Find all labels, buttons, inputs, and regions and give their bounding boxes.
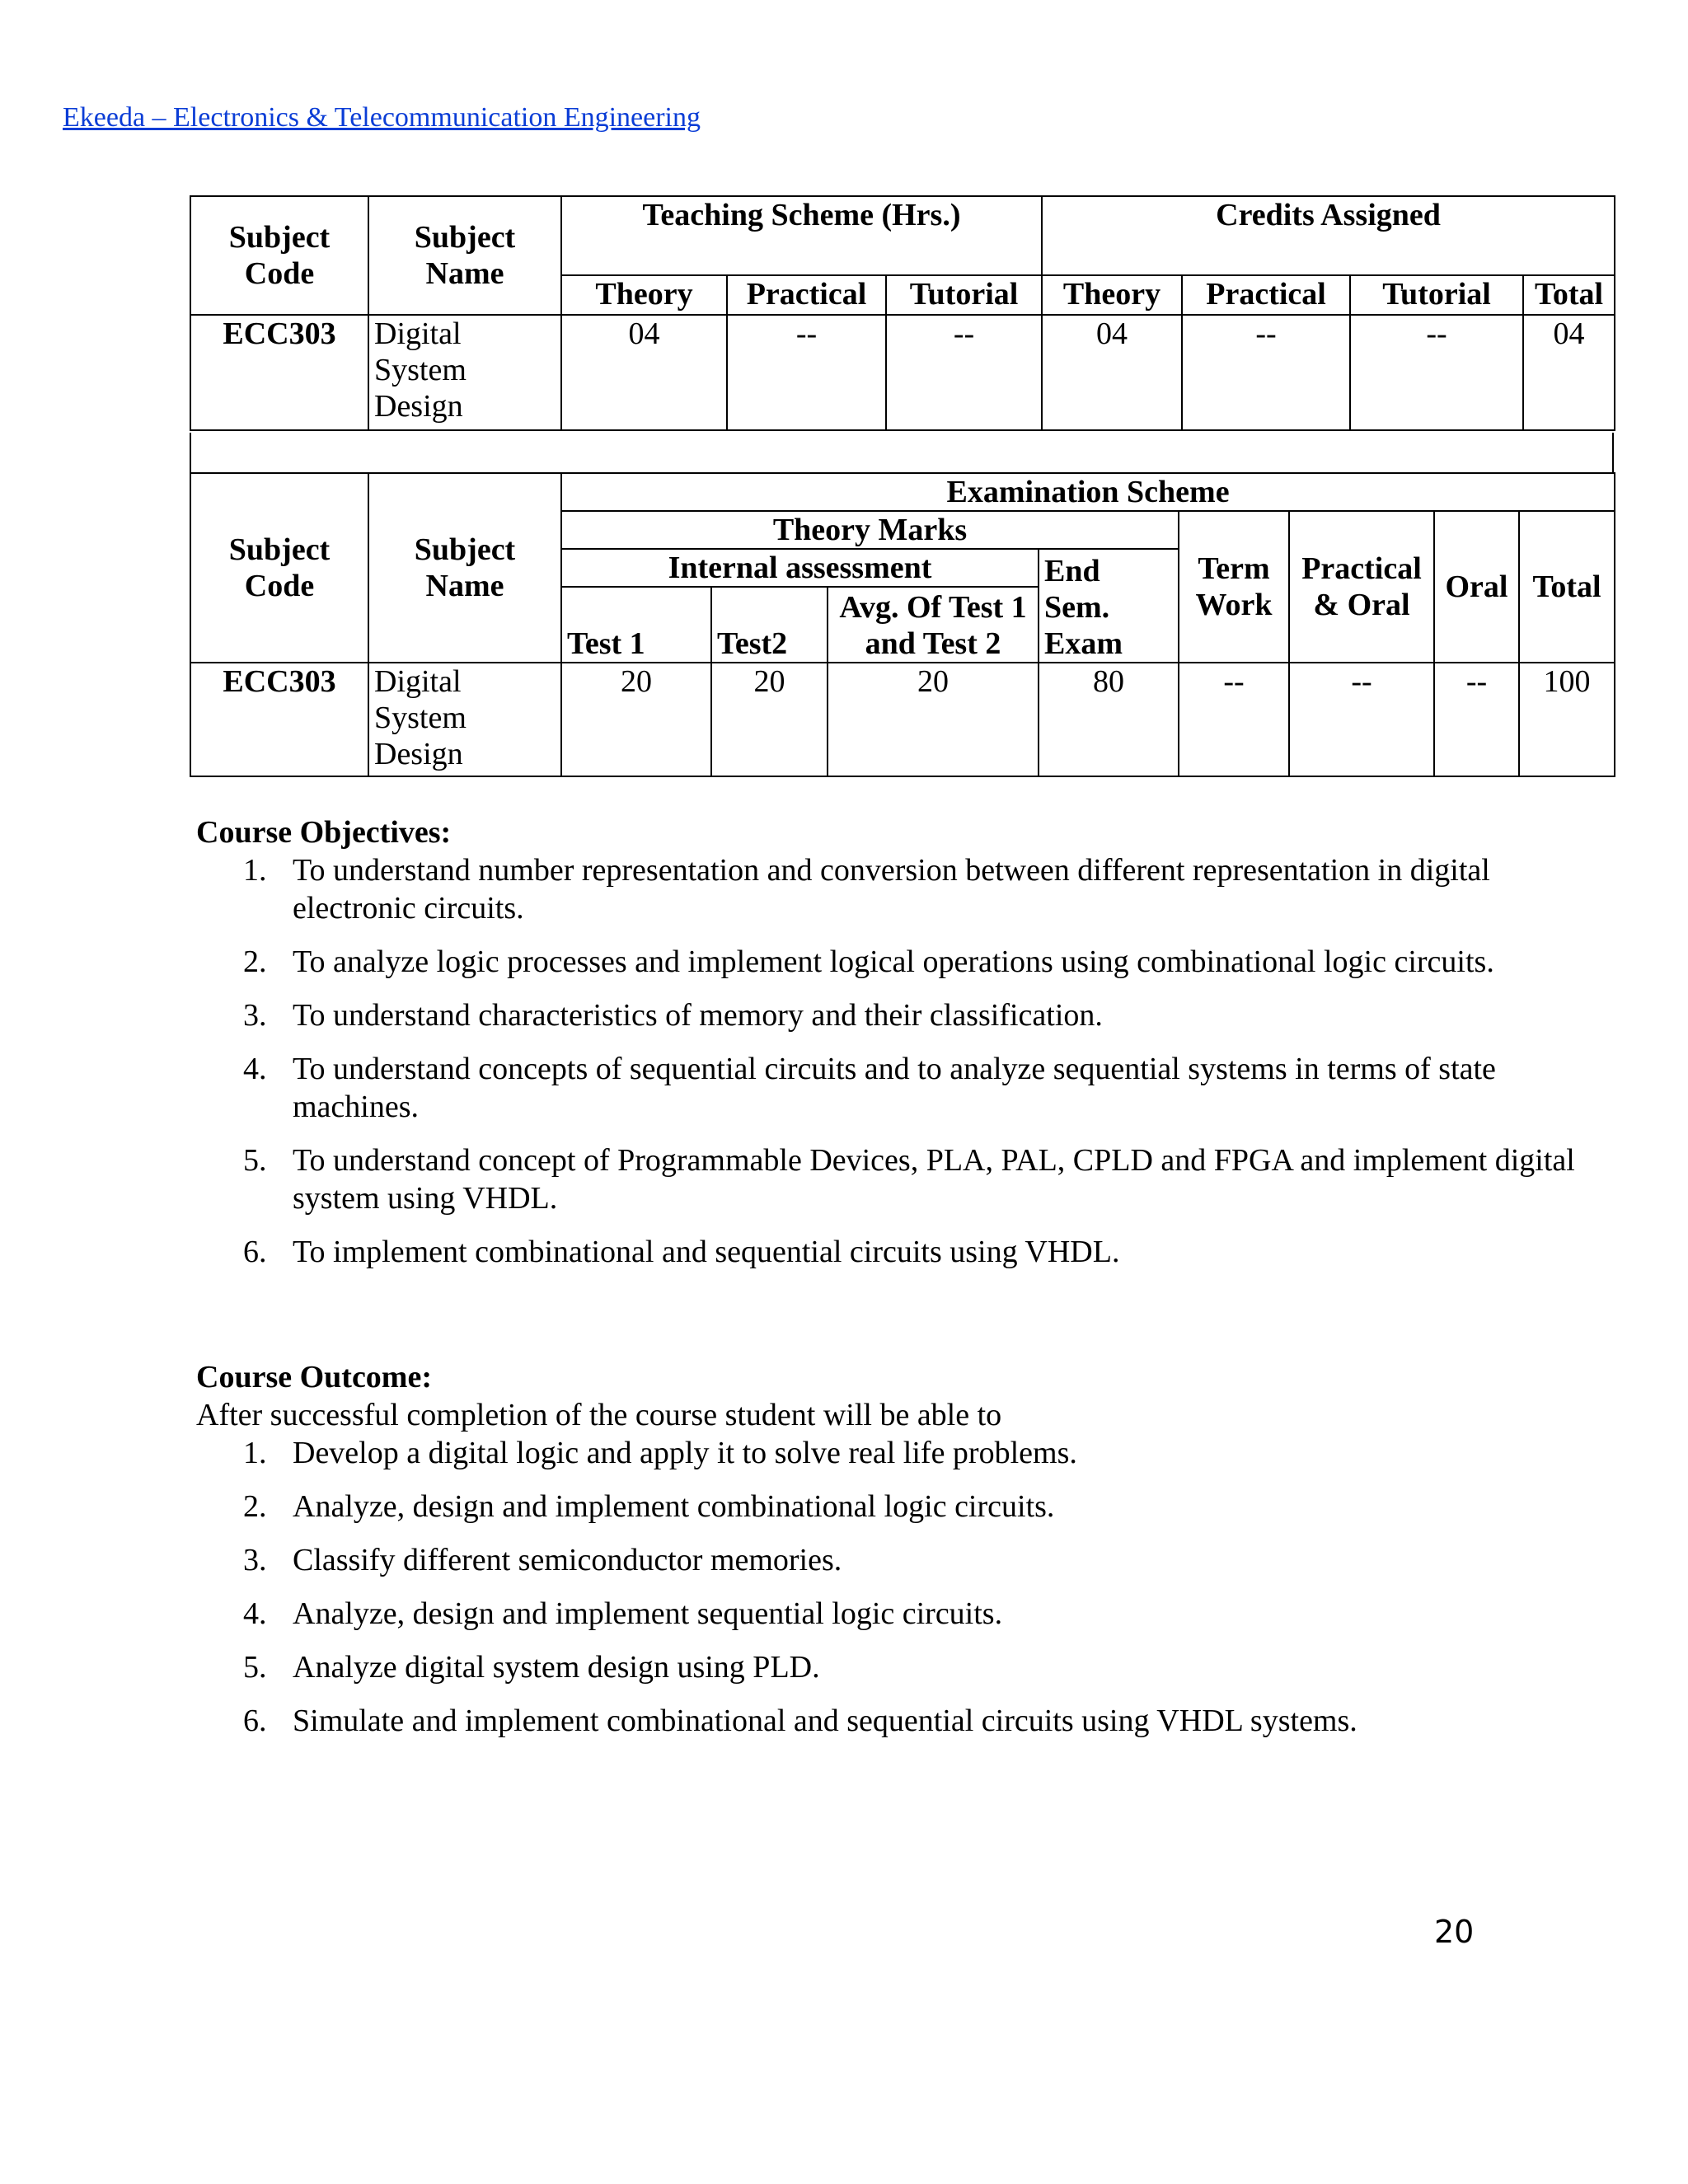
cell-practical: -- [727, 315, 886, 430]
header-link[interactable]: Ekeeda – Electronics & Telecommunication Engineering [63, 102, 701, 133]
list-item [196, 1488, 1597, 1526]
list-item [196, 1141, 1597, 1217]
list-item-text: To analyze logic processes and implement logical operations using combinational logic circuits. [293, 944, 1494, 979]
th-tutorial: Tutorial [886, 275, 1042, 315]
th-credit-practical: Practical [1182, 275, 1350, 315]
list-item-number: 4. [243, 1596, 267, 1631]
cell-subject-name: Digital System Design [368, 315, 561, 430]
list-item-text: Analyze, design and implement sequential logic circuits. [293, 1596, 1003, 1631]
th-exam-total: Total [1519, 511, 1615, 663]
th-practical-oral: Practical & Oral [1289, 511, 1434, 663]
course-outcome-section [196, 1358, 1597, 1755]
list-item-number: 1. [243, 853, 267, 888]
objectives-list [196, 851, 1597, 1271]
list-item-text: To understand number representation and conversion between different representation in digital electronic circuits. [293, 853, 1490, 926]
cell-exam-subject-code: ECC303 [190, 663, 368, 776]
list-item-text: Analyze, design and implement combinational logic circuits. [293, 1489, 1055, 1524]
objectives-heading: Course Objectives: [196, 815, 452, 850]
cell-oral: -- [1434, 663, 1519, 776]
list-item-number: 1. [243, 1436, 267, 1470]
list-item [196, 943, 1597, 981]
th-teaching-scheme: Teaching Scheme (Hrs.) [561, 196, 1042, 275]
list-item-text: Classify different semiconductor memories. [293, 1543, 842, 1577]
outcome-intro: After successful completion of the course student will be able to [196, 1398, 1002, 1432]
th-credit-theory: Theory [1042, 275, 1182, 315]
list-item-text: To implement combinational and sequential circuits using VHDL. [293, 1235, 1120, 1269]
list-item [196, 1434, 1597, 1472]
list-item-text: Develop a digital logic and apply it to solve real life problems. [293, 1436, 1077, 1470]
th-total: Total [1523, 275, 1615, 315]
cell-credit-tutorial: -- [1350, 315, 1523, 430]
th-internal-assessment: Internal assessment [561, 549, 1039, 587]
th-term-work: Term Work [1179, 511, 1289, 663]
cell-credit-theory: 04 [1042, 315, 1182, 430]
th-exam-subject-name: Subject Name [368, 473, 561, 663]
th-subject-code: Subject Code [190, 196, 368, 315]
examination-scheme-table [190, 472, 1615, 777]
th-theory-marks: Theory Marks [561, 511, 1179, 549]
th-test2: Test2 [711, 587, 828, 663]
list-item [196, 996, 1597, 1034]
list-item [196, 1595, 1597, 1633]
cell-avg: 20 [828, 663, 1039, 776]
th-end-sem: End Sem. Exam [1039, 549, 1179, 663]
th-subject-name: Subject Name [368, 196, 561, 315]
list-item-number: 6. [243, 1704, 267, 1738]
th-practical: Practical [727, 275, 886, 315]
page-number: 20 [1434, 1914, 1475, 1950]
cell-test1: 20 [561, 663, 711, 776]
list-item [196, 1648, 1597, 1686]
course-objectives-section [196, 813, 1597, 1286]
list-item-text: To understand concepts of sequential circuits and to analyze sequential systems in terms of state machines. [293, 1052, 1496, 1124]
list-item-text: Analyze digital system design using PLD. [293, 1650, 820, 1685]
th-exam-subject-code: Subject Code [190, 473, 368, 663]
th-test1: Test 1 [561, 587, 711, 663]
th-theory: Theory [561, 275, 727, 315]
list-item-number: 4. [243, 1052, 267, 1086]
list-item-number: 3. [243, 998, 267, 1033]
list-item-number: 5. [243, 1650, 267, 1685]
list-item-number: 5. [243, 1143, 267, 1178]
list-item [196, 1233, 1597, 1271]
outcome-heading: Course Outcome: [196, 1360, 432, 1394]
th-examination-scheme: Examination Scheme [561, 473, 1615, 511]
cell-end-sem: 80 [1039, 663, 1179, 776]
th-credit-tutorial: Tutorial [1350, 275, 1523, 315]
th-credits-assigned: Credits Assigned [1042, 196, 1615, 275]
cell-term-work: -- [1179, 663, 1289, 776]
list-item-text: To understand concept of Programmable Devices, PLA, PAL, CPLD and FPGA and implement digital system using VHDL. [293, 1143, 1575, 1216]
th-avg: Avg. Of Test 1 and Test 2 [828, 587, 1039, 663]
list-item [196, 1050, 1597, 1126]
cell-subject-code: ECC303 [190, 315, 368, 430]
cell-exam-total: 100 [1519, 663, 1615, 776]
cell-test2: 20 [711, 663, 828, 776]
list-item-number: 2. [243, 1489, 267, 1524]
list-item-number: 2. [243, 944, 267, 979]
cell-exam-subject-name: Digital System Design [368, 663, 561, 776]
list-item-text: To understand characteristics of memory and their classification. [293, 998, 1103, 1033]
cell-total: 04 [1523, 315, 1615, 430]
cell-credit-practical: -- [1182, 315, 1350, 430]
cell-theory: 04 [561, 315, 727, 430]
list-item [196, 1541, 1597, 1579]
list-item [196, 851, 1597, 927]
th-oral: Oral [1434, 511, 1519, 663]
list-item-number: 3. [243, 1543, 267, 1577]
list-item-number: 6. [243, 1235, 267, 1269]
list-item [196, 1702, 1597, 1740]
teaching-scheme-table [190, 195, 1615, 431]
cell-practical-oral: -- [1289, 663, 1434, 776]
cell-tutorial: -- [886, 315, 1042, 430]
outcomes-list [196, 1434, 1597, 1740]
list-item-text: Simulate and implement combinational and sequential circuits using VHDL systems. [293, 1704, 1357, 1738]
table-spacer [190, 433, 1614, 472]
